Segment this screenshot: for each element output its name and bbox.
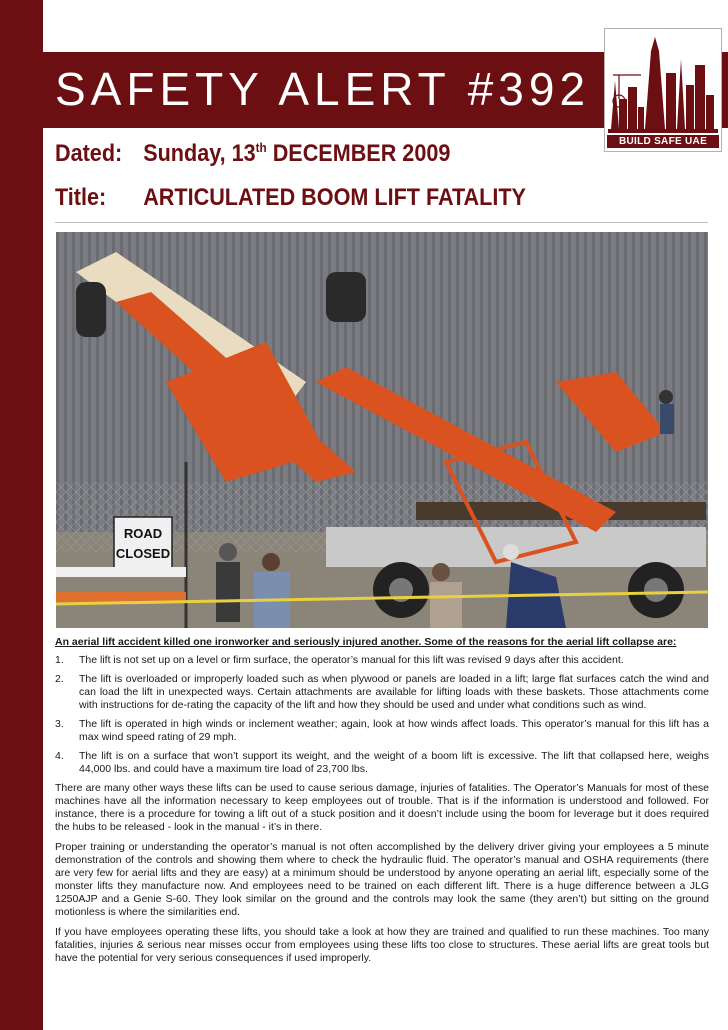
intro-text: An aerial lift accident killed one ironworker and seriously injured another. Some of the reasons for the aerial lift collapse are: (55, 636, 677, 648)
title-label: Title: (55, 184, 107, 211)
title-row (55, 184, 526, 212)
crane-wheel (76, 282, 106, 337)
item-number: 3. (55, 718, 64, 730)
item-number: 1. (55, 654, 64, 666)
list-item (55, 718, 709, 744)
officer-figure (262, 553, 280, 571)
item-text: The lift is operated in high winds or inclement weather; again, look at how winds affect loads. This operator’s manual for this lift has a max wind speed rating of 29 mph. (79, 718, 709, 743)
build-safe-uae-logo (604, 28, 722, 152)
item-number: 2. (55, 673, 64, 685)
date-row (55, 140, 450, 168)
item-text: The lift is overloaded or improperly loaded such as when plywood or panels are loaded in a lift; large flat surfaces catch the wind and can load the lift in unexpected ways. Certain attachments are available for lifting loads with these baskets. Those attachments come with instructions for de-rating the capacity of the lift and how they should be used and under what conditions such as wind. (79, 673, 709, 711)
road-sign-line2: CLOSED (115, 546, 171, 561)
left-maroon-bar (0, 0, 43, 1030)
worker-figure (219, 543, 237, 561)
paragraph: There are many other ways these lifts can be used to cause serious damage, injuries of fatalities. The Operator’s Manuals for most of these machines have all the information necessary to keep employees out of trouble. That is if the information is understood and followed. For instance, there is a procedure for towing a lift out of a stuck position and it doesn’t include using the boom for leverage but it does required the hubs to be released - look in the manual - it’s in there. (55, 782, 709, 833)
accident-photo (56, 232, 708, 628)
item-text: The lift is not set up on a level or firm surface, the operator’s manual for this lift was revised 9 days after this accident. (79, 654, 624, 666)
paragraph: If you have employees operating these lifts, you should take a look at how they are trained and qualified to run these machines. Too many fatalities, injuries & serious near misses occur from employees using these lifts too close to structures. These aerial lifts are great tools but have the potential for very serious consequences if used improperly. (55, 926, 709, 964)
date-weekday: Sunday, 13 (143, 140, 256, 167)
crane-wheel (326, 272, 366, 322)
worker-figure (503, 544, 519, 560)
list-item (55, 673, 709, 712)
dated-label: Dated: (55, 140, 123, 167)
header-divider (55, 222, 708, 223)
worker-figure (432, 563, 450, 581)
item-text: The lift is on a surface that won’t support its weight, and the weight of a boom lift is excessive. The lift that collapsed here, weighs 44,000 lbs. and could have a maximum tire load of 23,700 lbs. (79, 750, 709, 775)
title-value: ARTICULATED BOOM LIFT FATALITY (143, 184, 526, 211)
worker-figure (659, 390, 673, 404)
road-sign (114, 517, 172, 569)
logo-text: BUILD SAFE UAE (607, 135, 719, 148)
list-item (55, 750, 709, 776)
item-number: 4. (55, 750, 64, 762)
date-rest: DECEMBER 2009 (266, 140, 451, 167)
date-suffix: th (255, 140, 267, 155)
paragraph: Proper training or understanding the operator’s manual is not often accomplished by the delivery driver giving your employees a 5 minute demonstration of the controls and showing them where to check the hydraulic fluid. The operator’s manual and OSHA requirements (there are very few for aerial lifts and they are easy) at a minimum should be understood by anyone operating an aerial lift, especially some of the monster lifts they manufacture now. And employees need to be trained on each different lift. There is a huge difference between a JLG 1250AJP and a Genie S-60. They look similar on the ground and the controls may look the same (they aren’t) but sitting on the ground motionless is where the similarities end. (55, 841, 709, 918)
alert-body (55, 636, 709, 972)
barricade (56, 567, 186, 577)
list-item (55, 654, 709, 667)
road-sign-line1: ROAD (123, 526, 163, 541)
alert-title: SAFETY ALERT #392 (55, 63, 591, 115)
